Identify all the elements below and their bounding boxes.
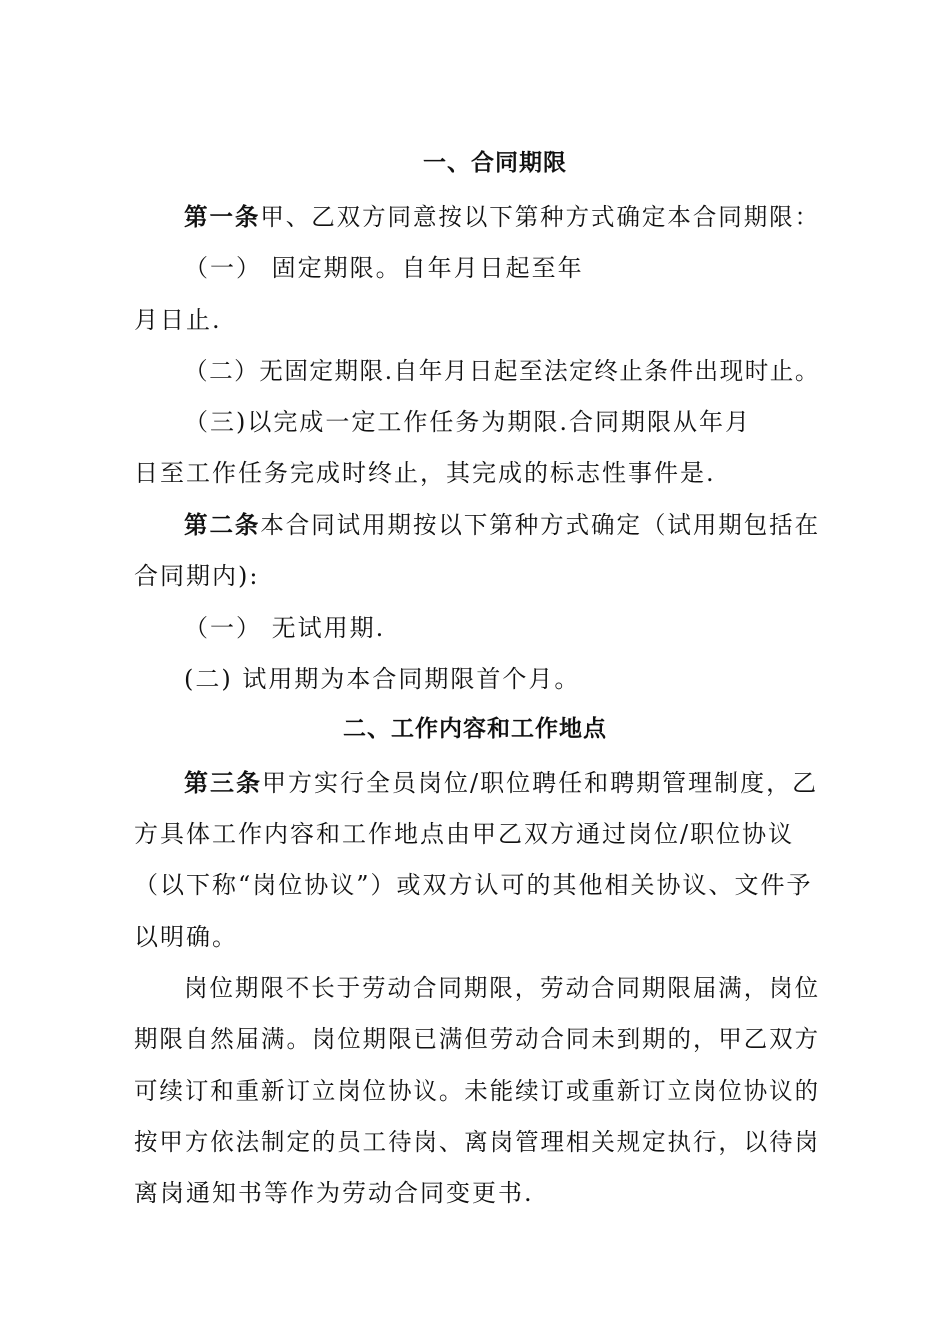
paragraph-post-term-line-2: 期限自然届满。岗位期限已满但劳动合同未到期的，甲乙双方 [134, 1025, 820, 1053]
article-1-text: 甲、乙双方同意按以下第种方式确定本合同期限： [260, 203, 821, 231]
article-2-item-1: （一） 无试用期. [184, 614, 386, 642]
article-1-item-1-line-1: （一） 固定期限。自年月日起至年 [184, 254, 584, 282]
section-heading-contract-term: 一、合同期限 [423, 150, 567, 176]
section-heading-work-content: 二、工作内容和工作地点 [343, 716, 607, 742]
article-3-line-1 [184, 768, 818, 798]
article-2-line-1 [184, 510, 820, 540]
paragraph-post-term-line-1: 岗位期限不长于劳动合同期限，劳动合同期限届满，岗位 [184, 974, 821, 1002]
article-1-line-1 [184, 202, 820, 232]
article-3-label: 第三条 [184, 769, 262, 797]
article-1-item-2: （二）无固定期限.自年月日起至法定终止条件出现时止。 [184, 357, 820, 385]
article-3-line-3: （以下称“岗位协议”）或双方认可的其他相关协议、文件予 [134, 871, 813, 899]
article-1-item-1-line-2: 月日止. [134, 306, 222, 334]
paragraph-post-term-line-3: 可续订和重新订立岗位协议。未能续订或重新订立岗位协议的 [134, 1077, 820, 1105]
article-2-line-2: 合同期内): [134, 562, 260, 590]
paragraph-post-term-line-4: 按甲方依法制定的员工待岗、离岗管理相关规定执行，以待岗 [134, 1128, 820, 1156]
article-1-item-3-line-2: 日至工作任务完成时终止，其完成的标志性事件是. [134, 459, 716, 487]
article-3-text: 甲方实行全员岗位/职位聘任和聘期管理制度，乙 [262, 769, 819, 797]
paragraph-post-term-line-5: 离岗通知书等作为劳动合同变更书. [134, 1179, 534, 1207]
article-2-item-2: (二) 试用期为本合同期限首个月。 [184, 665, 581, 693]
article-1-label: 第一条 [184, 203, 261, 231]
article-1-item-3-line-1: （三)以完成一定工作任务为期限.合同期限从年月 [184, 408, 751, 436]
article-3-line-2: 方具体工作内容和工作地点由甲乙双方通过岗位/职位协议 [134, 820, 795, 848]
article-2-text: 本合同试用期按以下第种方式确定（试用期包括在 [260, 511, 821, 539]
article-3-line-4: 以明确。 [134, 923, 238, 951]
article-2-label: 第二条 [184, 511, 261, 539]
